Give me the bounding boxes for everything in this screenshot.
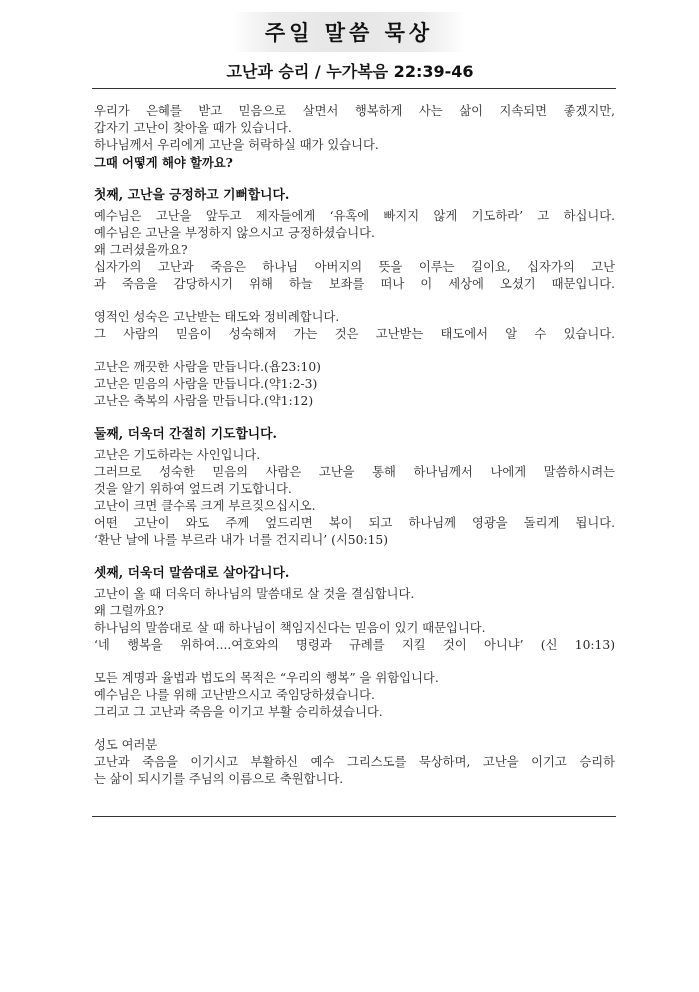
text-line: 것을 알기 위하여 엎드려 기도합니다. [94,482,292,496]
section1-paragraph-3 [94,359,615,410]
text-line: 성도 여러분 [94,738,158,752]
text-line: 고난이 올 때 더욱더 하나님의 말씀대로 살 것을 결심합니다. [94,587,415,601]
text-line: 그 사람의 믿음이 성숙해져 가는 것은 고난받는 태도에서 알 수 있습니다. [94,327,615,341]
text-line: 그리고 그 고난과 죽음을 이기고 부활 승리하셨습니다. [94,705,383,719]
text-line: 과 죽음을 감당하시기 위해 하늘 보좌를 떠나 이 세상에 오셨기 때문입니다. [94,277,615,291]
scripture-quote: ‘환난 날에 나를 부르라 내가 너를 건지리니’ (시50:15) [94,533,389,547]
intro-paragraph [94,103,615,171]
scripture-quote: ‘네 행복을 위하여....여호와의 명령과 규례를 지킬 것이 아니냐’ (신 10:13) [94,638,615,652]
text-line: 왜 그러셨을까요? [94,243,188,257]
text-line: 고난은 축복의 사람을 만듭니다.(약1:12) [94,394,314,408]
section3-paragraph-1 [94,586,615,654]
text-line: 고난은 기도하라는 사인입니다. [94,448,261,462]
text-line: 고난이 크면 클수록 크게 부르짖으십시오. [94,499,316,513]
text-line: 영적인 성숙은 고난받는 태도와 정비례합니다. [94,310,340,324]
text-line: 하나님의 말씀대로 살 때 하나님이 책임지신다는 믿음이 있기 때문입니다. [94,621,486,635]
page-subtitle: 고난과 승리 / 누가복음 22:39-46 [226,62,474,81]
section1-paragraph-1 [94,208,615,293]
text-line: 모든 계명과 율법과 법도의 목적은 “우리의 행복” 을 위함입니다. [94,671,439,685]
text-line: 하나님께서 우리에게 고난을 허락하실 때가 있습니다. [94,138,379,152]
text-line: 우리가 은혜를 받고 믿음으로 살면서 행복하게 사는 삶이 지속되면 좋겠지만, [94,104,615,118]
text-line: 고난은 믿음의 사람을 만듭니다.(약1:2-3) [94,377,318,391]
text-line: 왜 그럴까요? [94,604,164,618]
text-line: 는 삶이 되시기를 주님의 이름으로 축원합니다. [94,772,344,786]
text-line: 갑자기 고난이 찾아올 때가 있습니다. [94,121,292,135]
text-line: 십자가의 고난과 죽음은 하나님 아버지의 뜻을 이루는 길이요, 십자가의 고난 [94,260,615,274]
document-body [94,103,615,788]
bottom-divider [92,816,616,817]
text-line: 고난과 죽음을 이기시고 부활하신 예수 그리스도를 묵상하며, 고난을 이기고 승리하 [94,755,615,769]
section-heading-1: 첫째, 고난을 긍정하고 기뻐합니다. [94,188,290,203]
top-divider [92,88,616,89]
text-line: 고난은 깨끗한 사람을 만듭니다.(욥23:10) [94,360,321,374]
text-line: 예수님은 고난을 부정하지 않으시고 긍정하셨습니다. [94,226,375,240]
section-heading-3: 셋째, 더욱더 말씀대로 살아갑니다. [94,566,290,581]
text-line: 그러므로 성숙한 믿음의 사람은 고난을 통해 하나님께서 나에게 말씀하시려는 [94,465,615,479]
title-banner [232,12,466,52]
intro-question: 그때 어떻게 해야 할까요? [94,155,233,170]
text-line: 어떤 고난이 와도 주께 엎드리면 복이 되고 하나님께 영광을 돌리게 됩니다. [94,516,615,530]
section2-paragraph-1 [94,447,615,549]
closing-paragraph [94,737,615,788]
section-heading-2: 둘째, 더욱더 간절히 기도합니다. [94,427,277,442]
section1-paragraph-2 [94,309,615,343]
text-line: 예수님은 고난을 앞두고 제자들에게 ‘유혹에 빠지지 않게 기도하라’ 고 하십니다. [94,209,615,223]
page-title: 주일 말씀 묵상 [264,21,434,45]
section3-paragraph-2 [94,670,615,721]
text-line: 예수님은 나를 위해 고난받으시고 죽임당하셨습니다. [94,688,375,702]
